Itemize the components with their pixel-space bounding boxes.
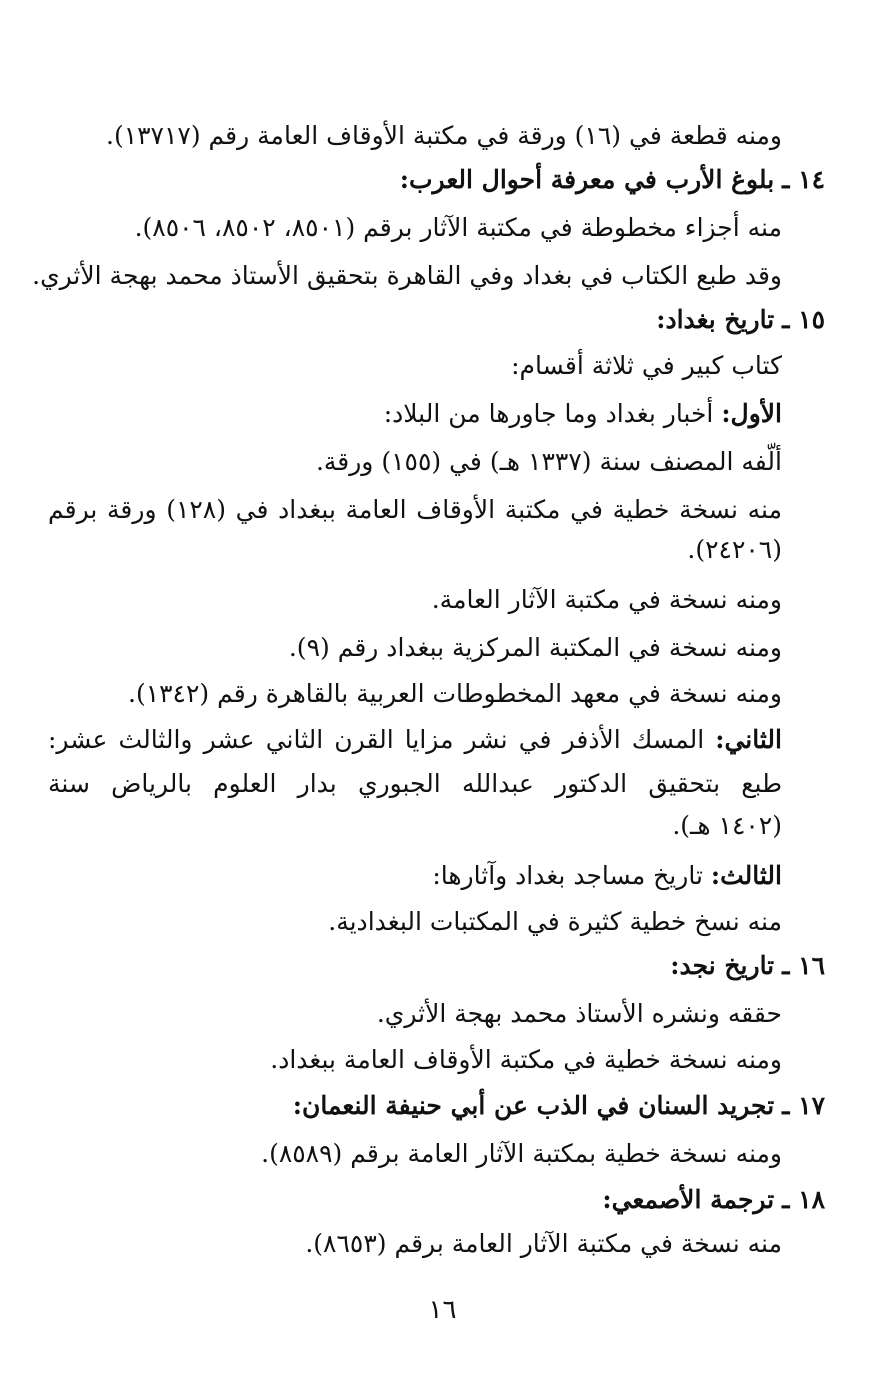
heading-title: تاريخ نجد: — [670, 951, 775, 980]
line-text: تاريخ مساجد بغداد وآثارها: — [432, 861, 703, 890]
line-text: طبع بتحقيق الدكتور عبدالله الجبوري بدار العلوم بالرياض سنة — [48, 769, 782, 798]
line-text: منه نسخة في مكتبة الآثار العامة برقم (٨٦٥٣). — [305, 1229, 782, 1258]
text-line — [432, 856, 782, 896]
line-text: ألّفه المصنف سنة (١٣٣٧ هـ) في (١٥٥) ورقة. — [315, 447, 782, 476]
line-text: منه نسخة خطية في مكتبة الأوقاف العامة ببغداد في (١٢٨) ورقة برقم — [48, 495, 782, 524]
text-line — [128, 674, 782, 714]
text-line — [48, 490, 782, 530]
item-number: ١٧ ـ — [782, 1091, 825, 1120]
text-line — [32, 256, 782, 296]
line-text: ومنه نسخة في معهد المخطوطات العربية بالقاهرة رقم (١٣٤٢). — [128, 679, 782, 708]
text-line — [377, 994, 782, 1034]
line-text: كتاب كبير في ثلاثة أقسام: — [511, 351, 782, 380]
text-line — [432, 580, 782, 620]
line-text: ومنه نسخة في المكتبة المركزية ببغداد رقم (٩). — [288, 633, 782, 662]
line-text: (١٤٠٢ هـ). — [672, 811, 782, 840]
text-line — [511, 346, 782, 386]
section-heading-15 — [656, 300, 825, 340]
section-heading-17 — [293, 1086, 825, 1126]
section-heading-16 — [670, 946, 825, 986]
text-line — [48, 764, 782, 804]
heading-title: تاريخ بغداد: — [656, 305, 775, 334]
line-text: وقد طبع الكتاب في بغداد وفي القاهرة بتحقيق الأستاذ محمد بهجة الأثري. — [32, 261, 782, 290]
text-line — [328, 902, 782, 942]
line-text: أخبار بغداد وما جاورها من البلاد: — [383, 399, 714, 428]
section-heading-18 — [602, 1180, 825, 1220]
text-line — [270, 1040, 782, 1080]
text-line — [106, 116, 782, 156]
item-number: ١٤ ـ — [782, 165, 825, 194]
item-number: ١٥ ـ — [782, 305, 825, 334]
text-line — [384, 394, 782, 434]
subsection-label: الثاني: — [715, 725, 782, 754]
text-line — [135, 208, 782, 248]
line-text: منه نسخ خطية كثيرة في المكتبات البغدادية. — [328, 907, 782, 936]
heading-title: بلوغ الأرب في معرفة أحوال العرب: — [399, 165, 775, 194]
line-text: ومنه نسخة خطية بمكتبة الآثار العامة برقم (٨٥٨٩). — [261, 1139, 782, 1168]
text-line — [672, 806, 782, 846]
text-line — [261, 1134, 782, 1174]
text-line — [289, 628, 782, 668]
line-text: منه أجزاء مخطوطة في مكتبة الآثار برقم (٨٥٠١، ٨٥٠٢، ٨٥٠٦). — [134, 213, 782, 242]
line-text: ومنه نسخة في مكتبة الآثار العامة. — [431, 585, 782, 614]
text-line — [687, 530, 782, 570]
line-text: (٢٤٢٠٦). — [687, 535, 782, 564]
section-heading-14 — [400, 160, 825, 200]
text-line — [305, 1224, 782, 1264]
heading-title: تجريد السنان في الذب عن أبي حنيفة النعمان: — [292, 1091, 775, 1120]
text-line — [316, 442, 782, 482]
item-number: ١٦ ـ — [782, 951, 825, 980]
line-text: ومنه نسخة خطية في مكتبة الأوقاف العامة ببغداد. — [270, 1045, 782, 1074]
line-text: ومنه قطعة في (١٦) ورقة في مكتبة الأوقاف العامة رقم (١٣٧١٧). — [106, 121, 782, 150]
line-text: حققه ونشره الأستاذ محمد بهجة الأثري. — [376, 999, 782, 1028]
item-number: ١٨ ـ — [782, 1185, 825, 1214]
subsection-label: الأول: — [721, 399, 782, 428]
page-number: ١٦ — [428, 1295, 457, 1325]
text-line — [48, 720, 782, 760]
line-text: المسك الأذفر في نشر مزايا القرن الثاني عشر والثالث عشر: — [48, 725, 705, 754]
subsection-label: الثالث: — [710, 861, 782, 890]
heading-title: ترجمة الأصمعي: — [602, 1185, 775, 1214]
